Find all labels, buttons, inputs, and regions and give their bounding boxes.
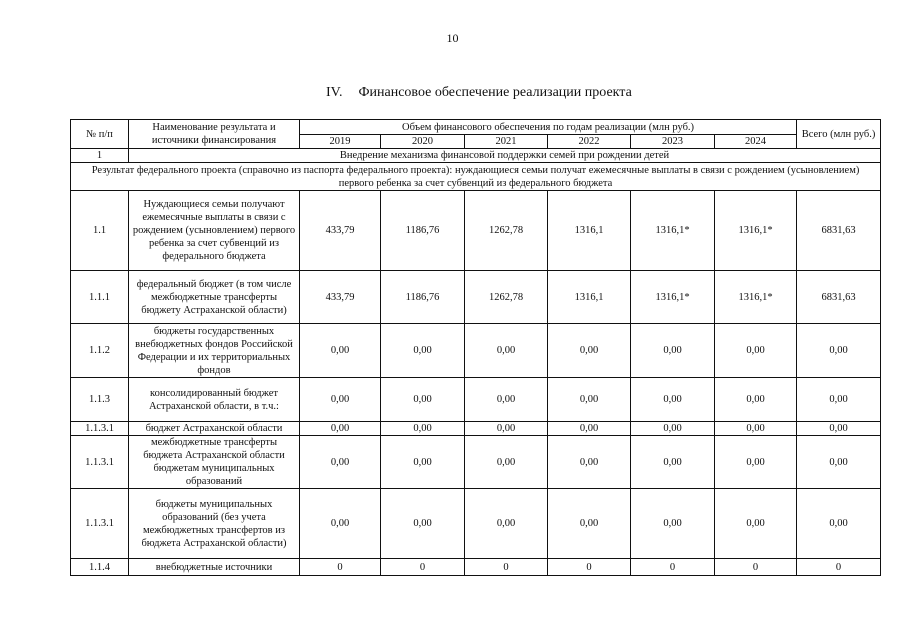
row-num: 1.1.2 [71,324,129,378]
task-num: 1 [71,149,129,163]
row-num: 1.1.4 [71,559,129,576]
row-value: 0 [465,559,548,576]
row-value: 0,00 [465,422,548,436]
section-title [326,85,632,101]
row-value: 0,00 [631,489,715,559]
row-total: 0,00 [797,422,881,436]
row-value: 0,00 [465,324,548,378]
section-number: IV. [326,85,343,100]
row-value: 0,00 [465,436,548,489]
row-value: 0,00 [715,489,797,559]
row-value: 0,00 [631,436,715,489]
row-value: 1316,1* [715,271,797,324]
row-total: 6831,63 [797,271,881,324]
row-value: 0,00 [548,489,631,559]
row-value: 0,00 [381,422,465,436]
row-num: 1.1.1 [71,271,129,324]
table-row [71,378,881,422]
header-year: 2022 [548,135,631,149]
row-total: 0,00 [797,436,881,489]
row-value: 0,00 [300,378,381,422]
row-value: 1186,76 [381,191,465,271]
section-title-text: Финансовое обеспечение реализации проекта [358,85,632,100]
row-name: бюджет Астраханской области [129,422,300,436]
row-value: 0 [300,559,381,576]
row-value: 1316,1* [631,191,715,271]
header-year: 2020 [381,135,465,149]
row-value: 0,00 [631,422,715,436]
row-name: внебюджетные источники [129,559,300,576]
row-num: 1.1.3.1 [71,489,129,559]
header-year: 2023 [631,135,715,149]
row-value: 0 [548,559,631,576]
row-value: 1316,1* [631,271,715,324]
row-value: 0,00 [631,324,715,378]
row-value: 0,00 [715,378,797,422]
header-years-group: Объем финансового обеспечения по годам реализации (млн руб.) [300,120,797,135]
row-num: 1.1 [71,191,129,271]
row-total: 0,00 [797,324,881,378]
table-row [71,422,881,436]
table-row [71,436,881,489]
row-value: 0,00 [548,378,631,422]
row-value: 0,00 [300,436,381,489]
row-name: бюджеты государственных внебюджетных фондов Российской Федерации и их территориальных фондов [129,324,300,378]
table-row [71,489,881,559]
row-total: 0,00 [797,378,881,422]
table-row [71,271,881,324]
row-value: 0,00 [300,324,381,378]
table-row [71,559,881,576]
row-name: консолидированный бюджет Астраханской области, в т.ч.: [129,378,300,422]
row-name: Нуждающиеся семьи получают ежемесячные выплаты в связи с рождением (усыновлением) первого ребенка за счет субвенций из федерального бюджета [129,191,300,271]
row-value: 0,00 [300,489,381,559]
row-value: 0 [715,559,797,576]
header-total: Всего (млн руб.) [797,120,881,149]
row-value: 1316,1 [548,191,631,271]
row-name: межбюджетные трансферты бюджета Астраханской области бюджетам муниципальных образований [129,436,300,489]
row-value: 0 [631,559,715,576]
header-year: 2021 [465,135,548,149]
row-value: 0,00 [381,436,465,489]
row-value: 0,00 [381,324,465,378]
task-text: Внедрение механизма финансовой поддержки семей при рождении детей [129,149,881,163]
row-value: 1262,78 [465,271,548,324]
table-row [71,324,881,378]
result-text: Результат федерального проекта (справочно из паспорта федерального проекта): нуждающиеся семьи получат ежемесячные выплаты в связи с рождением (усыновлением) первого ребенка за счет субвенций из федерального бюджета [71,163,881,191]
header-num: № п/п [71,120,129,149]
row-total: 6831,63 [797,191,881,271]
row-total: 0 [797,559,881,576]
row-value: 0 [381,559,465,576]
row-name: федеральный бюджет (в том числе межбюджетные трансферты бюджету Астраханской области) [129,271,300,324]
row-value: 0,00 [465,489,548,559]
row-value: 1316,1 [548,271,631,324]
row-value: 433,79 [300,191,381,271]
row-value: 0,00 [548,422,631,436]
header-year: 2024 [715,135,797,149]
row-value: 0,00 [465,378,548,422]
row-value: 433,79 [300,271,381,324]
header-year: 2019 [300,135,381,149]
row-value: 0,00 [381,378,465,422]
row-value: 0,00 [548,436,631,489]
row-value: 0,00 [715,436,797,489]
financing-table [70,119,881,576]
row-total: 0,00 [797,489,881,559]
row-num: 1.1.3.1 [71,436,129,489]
row-value: 0,00 [300,422,381,436]
page-number: 10 [446,31,459,45]
row-num: 1.1.3 [71,378,129,422]
row-value: 1262,78 [465,191,548,271]
row-value: 0,00 [381,489,465,559]
table-row [71,191,881,271]
row-value: 1316,1* [715,191,797,271]
row-value: 0,00 [715,422,797,436]
row-value: 0,00 [715,324,797,378]
row-value: 0,00 [548,324,631,378]
row-value: 1186,76 [381,271,465,324]
row-num: 1.1.3.1 [71,422,129,436]
header-name: Наименование результата и источники финансирования [129,120,300,149]
row-value: 0,00 [631,378,715,422]
row-name: бюджеты муниципальных образований (без учета межбюджетных трансфертов из бюджета Астраханской области) [129,489,300,559]
